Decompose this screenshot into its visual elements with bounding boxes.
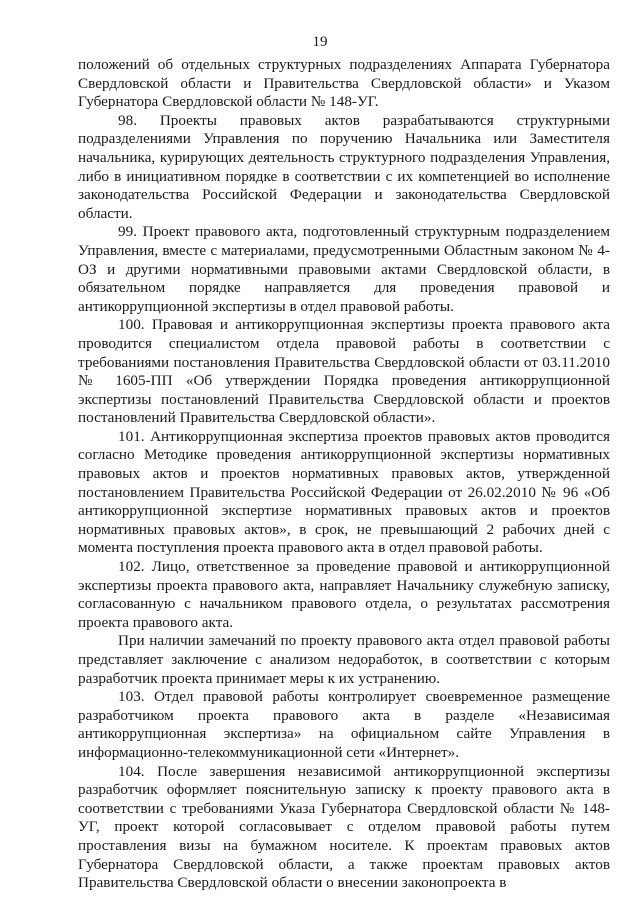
paragraph-102: 102. Лицо, ответственное за проведение правовой и антикоррупционной экспертизы проекта правового акта, направляет Начальнику служебную записку, согласованную с начальником правового отдела, о результатах рассмотрения проекта правового акта. xyxy=(78,558,610,631)
paragraph-100: 100. Правовая и антикоррупционная экспертизы проекта правового акта проводится специалистом отдела правовой работы в соответствии с требованиями постановления Правительства Свердловской области от 03.11.2010 № 1605-ПП «Об утверждении Порядка проведения антикоррупционной экспертизы постановлений Правительства Свердловской области и проектов постановлений Правительства Свердловской области». xyxy=(78,316,610,427)
page-number: 19 xyxy=(312,34,328,50)
paragraph-98: 98. Проекты правовых актов разрабатываются структурными подразделениями Управления по поручению Начальника или Заместителя начальника, курирующих деятельность структурного подразделения Управления, либо в инициативном порядке в соответствии с их компетенцией во исполнение законодательства Российской Федерации и законодательства Свердловской области. xyxy=(78,111,610,222)
paragraph-102-remarks: При наличии замечаний по проекту правового акта отдел правовой работы представляет заключение с анализом недоработок, в соответствии с которым разработчик проекта принимает меры к их устранению. xyxy=(78,632,610,687)
paragraph-103: 103. Отдел правовой работы контролирует своевременное размещение разработчиком проекта правового акта в разделе «Независимая антикоррупционная экспертиза» на официальном сайте Управления в информационно-телекоммуникационной сети «Интернет». xyxy=(78,688,610,761)
paragraph-continuation: положений об отдельных структурных подразделениях Аппарата Губернатора Свердловской области и Правительства Свердловской области» и Указом Губернатора Свердловской области № 148-УГ. xyxy=(78,56,610,111)
document-body xyxy=(78,56,610,893)
paragraph-101: 101. Антикоррупционная экспертиза проектов правовых актов проводится согласно Методике проведения антикоррупционной экспертизы нормативных правовых актов и проектов нормативных правовых актов, утвержденной постановлением Правительства Российской Федерации от 26.02.2010 № 96 «Об антикоррупционной экспертизе нормативных правовых актов и проектов нормативных правовых актов», в срок, не превышающий 2 рабочих дней с момента поступления проекта правового акта в отдел правовой работы. xyxy=(78,427,610,557)
paragraph-99: 99. Проект правового акта, подготовленный структурным подразделением Управления, вместе с материалами, предусмотренными Областным законом № 4-ОЗ и другими нормативными правовыми актами Свердловской области, в обязательном порядке направляется для проведения правовой и антикоррупционной экспертизы в отдел правовой работы. xyxy=(78,223,610,315)
paragraph-104: 104. После завершения независимой антикоррупционной экспертизы разработчик оформляет пояснительную записку к проекту правового акта в соответствии с требованиями Указа Губернатора Свердловской области № 148-УГ, проект которой согласовывает с отделом правовой работы путем проставления визы на бумажном носителе. К проектам правовых актов Губернатора Свердловской области, а также проектам правовых актов Правительства Свердловской области о внесении законопроекта в xyxy=(78,762,610,892)
